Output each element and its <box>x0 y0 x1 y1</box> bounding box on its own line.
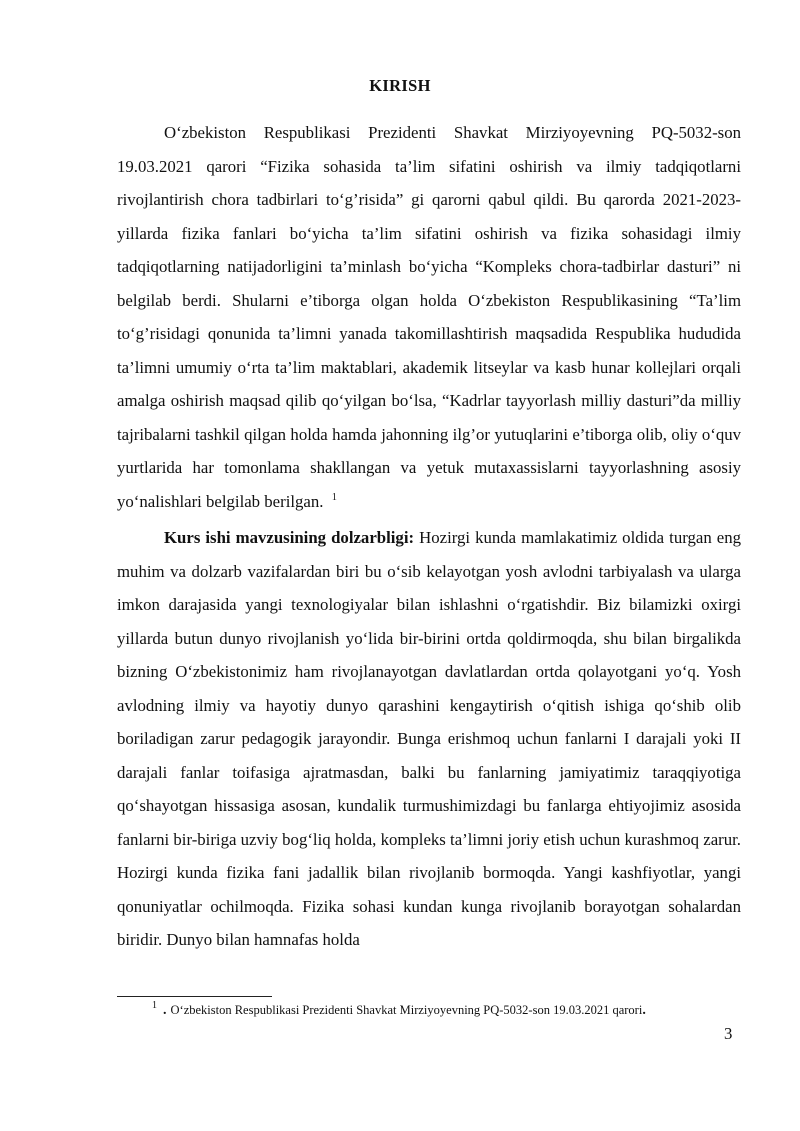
paragraph-relevance <box>117 521 741 957</box>
document-body <box>117 116 741 957</box>
paragraph-intro-text: O‘zbekiston Respublikasi Prezidenti Shavkat Mirziyoyevning PQ-5032-son 19.03.2021 qarori “Fizika sohasida ta’lim sifatini oshirish va ilmiy tadqiqotlarni rivojlantirish chora tadbirlari to‘g’risida” gi qarorni qabul qildi. Bu qarorda 2021-2023-yillarda fizika fanlari bo‘yicha ta’lim sifatini oshirish va fizika sohasidagi ilmiy tadqiqotlarning natijadorligini ta’minlash bo‘yicha “Kompleks chora-tadbirlar dasturi” ni belgilab berdi. Shularni e’tiborga olgan holda O‘zbekiston Respublikasining “Ta’lim to‘g’risidagi qonunida ta’limni yanada takomillashtirish maqsadida Respublika hududida ta’limni umumiy o‘rta ta’lim maktablari, akademik litseylar va kasb hunar kollejlari orqali amalga oshirish maqsad qilib qo‘yilgan bo‘lsa, “Kadrlar tayyorlash milliy dasturi”da milliy tajribalarni tashkil qilgan holda hamda jahonning ilg’or yutuqlarini e’tiborga olib, oliy o‘quv yurtlarida har tomonlama shakllangan va yetuk mutaxassislarni tayyorlashning asosiy yo‘nalishlari belgilab berilgan. <box>117 123 741 511</box>
footnote-reference: 1 <box>331 491 337 503</box>
relevance-heading: Kurs ishi mavzusining dolzarbligi: <box>164 528 415 547</box>
footnote-divider <box>117 996 272 997</box>
paragraph-intro <box>117 116 741 518</box>
page-title: KIRISH <box>369 76 431 95</box>
footnote-end: . <box>642 1003 646 1018</box>
footnote-text: O‘zbekiston Respublikasi Prezidenti Shavkat Mirziyoyevning PQ-5032-son 19.03.2021 qarori <box>170 1003 643 1017</box>
footnote-mark: 1 <box>152 1000 157 1011</box>
page-number: 3 <box>724 1024 733 1043</box>
footnote-bullet: . <box>163 1003 167 1018</box>
footnote <box>152 1000 752 1019</box>
paragraph-relevance-text: Hozirgi kunda mamlakatimiz oldida turgan eng muhim va dolzarb vazifalardan biri bu o‘sib kelayotgan yosh avlodni tarbiyalash va ularga imkon darajasida yangi texnologiyalar bilan ishlashni o‘rgatishdir. Biz bilamizki oxirgi yillarda butun dunyo rivojlanish yo‘lida bir-birini ortda qoldirmoqda, shu bilan birgalikda bizning O‘zbekistonimiz ham rivojlanayotgan davlatlardan ortda qolayotgani yo‘q. Yosh avlodning ilmiy va hayotiy dunyo qarashini kengaytirish o‘qitish ishiga qo‘shib olib boriladigan zarur pedagogik jarayondir. Bunga erishmoq uchun fanlarni I darajali yoki II darajali fanlar toifasiga ajratmasdan, balki bu fanlarning jamiyatimiz taraqqiyotiga qo‘shayotgan hissasiga asosan, kundalik turmushimizdagi bu fanlarga ehtiyojimiz asosida fanlarni bir-biriga uzviy bog‘liq holda, kompleks ta’limni joriy etish uchun kurashmoq zarur. Hozirgi kunda fizika fani jadallik bilan rivojlanib bormoqda. Yangi kashfiyotlar, yangi qonuniyatlar ochilmoqda. Fizika sohasi kundan kunga rivojlanib borayotgan sohalardan biridir. Dunyo bilan hamnafas holda <box>117 528 741 949</box>
